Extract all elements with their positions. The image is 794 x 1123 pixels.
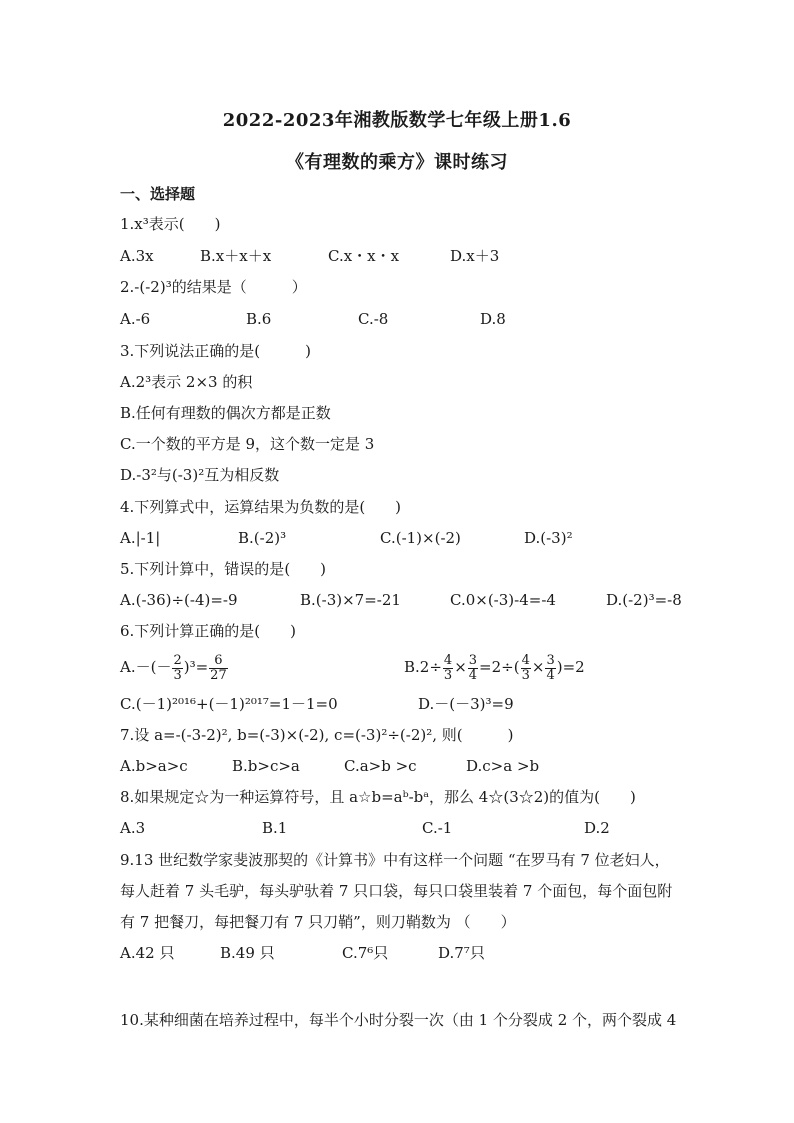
q8-option-c: C.-1 xyxy=(422,819,453,837)
q3-option-d: D.-3²与(-3)²互为相反数 xyxy=(120,466,280,484)
q6-a-mid: )³= xyxy=(183,658,209,676)
q7-option-c: C.a>b >c xyxy=(344,757,417,775)
q2-option-d: D.8 xyxy=(480,310,506,328)
q8-option-d: D.2 xyxy=(584,819,610,837)
q3-option-a: A.2³表示 2×3 的积 xyxy=(120,373,253,391)
q2-option-b: B.6 xyxy=(246,310,272,328)
q4-option-d: D.(-3)² xyxy=(524,529,573,547)
title-line-2: 《有理数的乘方》课时练习 xyxy=(286,152,508,173)
q6-b-f1-den: 3 xyxy=(443,667,453,683)
q6-b-fraction-4 xyxy=(545,654,555,683)
q6-a-result-fraction xyxy=(209,654,228,683)
q5-option-d: D.(-2)³=-8 xyxy=(606,591,682,609)
q6-b-f3-num: 4 xyxy=(521,652,530,668)
q3-stem: 3.下列说法正确的是( ) xyxy=(120,342,312,360)
q6-b-fraction-3 xyxy=(521,654,531,683)
q9-option-b: B.49 只 xyxy=(220,944,275,962)
q6-a-frac-den: 3 xyxy=(173,667,182,683)
q6-b-fraction-2 xyxy=(468,654,478,683)
q6-option-c: C.(－1)²⁰¹⁶+(－1)²⁰¹⁷=1－1=0 xyxy=(120,695,338,713)
q6-b-f3-den: 3 xyxy=(521,667,530,683)
q6-a-res-den: 27 xyxy=(210,667,227,683)
q7-option-a: A.b>a>c xyxy=(120,757,188,775)
q4-option-a: A.|-1| xyxy=(120,529,161,547)
q1-option-a: A.3x xyxy=(120,247,154,265)
q1-option-d: D.x＋3 xyxy=(450,247,500,265)
q2-option-c: C.-8 xyxy=(358,310,389,328)
q3-option-c: C.一个数的平方是 9，这个数一定是 3 xyxy=(120,435,375,453)
q6-b-f4-num: 3 xyxy=(546,652,555,668)
q1-option-b: B.x＋x＋x xyxy=(200,247,272,265)
q4-stem: 4.下列算式中，运算结果为负数的是( ) xyxy=(120,498,402,516)
q9-stem-line-1: 9.13 世纪数学家斐波那契的《计算书》中有这样一个问题 “在罗马有 7 位老妇人， xyxy=(120,851,670,869)
q6-a-res-num: 6 xyxy=(209,654,228,669)
q8-option-a: A.3 xyxy=(120,819,146,837)
q5-option-b: B.(-3)×7=-21 xyxy=(300,591,401,609)
q10-stem-line-1: 10.某种细菌在培养过程中，每半个小时分裂一次（由 1 个分裂成 2 个，两个裂成 4 xyxy=(120,1011,677,1029)
q3-option-b: B.任何有理数的偶次方都是正数 xyxy=(120,404,331,422)
q6-b-times: × xyxy=(454,658,467,676)
q6-a-fraction xyxy=(172,654,182,683)
q6-b-eq: =2÷( xyxy=(479,658,520,676)
q7-stem: 7.设 a=-(-3-2)², b=(-3)×(-2), c=(-3)²÷(-2)², 则( ) xyxy=(120,726,514,744)
q2-option-a: A.-6 xyxy=(120,310,151,328)
q6-b-end: )=2 xyxy=(556,658,585,676)
q6-stem: 6.下列计算正确的是( ) xyxy=(120,622,297,640)
q9-option-d: D.7⁷只 xyxy=(438,944,485,962)
q6-b-prefix: B.2÷ xyxy=(404,658,442,676)
q4-option-b: B.(-2)³ xyxy=(238,529,287,547)
q9-option-c: C.7⁶只 xyxy=(342,944,389,962)
q6-b-f2-den: 4 xyxy=(468,667,478,683)
q5-option-a: A.(-36)÷(-4)=-9 xyxy=(120,591,238,609)
q4-option-c: C.(-1)×(-2) xyxy=(380,529,461,547)
q5-stem: 5.下列计算中，错误的是( ) xyxy=(120,560,327,578)
q6-options-row-1 xyxy=(120,652,740,682)
q9-stem-line-2: 每人赶着 7 头毛驴，每头驴驮着 7 只口袋，每只口袋里装着 7 个面包，每个面包附 xyxy=(120,882,673,900)
q6-option-b xyxy=(404,652,585,683)
q6-b-f1-num: 4 xyxy=(443,652,453,668)
q6-b-times-2: × xyxy=(531,658,545,676)
q9-stem-line-3: 有 7 把餐刀，每把餐刀有 7 只刀鞘”，则刀鞘数为 （ ） xyxy=(120,913,516,931)
q8-option-b: B.1 xyxy=(262,819,288,837)
q6-option-d: D.－(－3)³=9 xyxy=(418,695,514,713)
q6-option-a xyxy=(120,652,229,683)
q6-a-prefix: A.－(－ xyxy=(120,658,172,676)
q5-option-c: C.0×(-3)-4=-4 xyxy=(450,591,556,609)
q6-b-f2-num: 3 xyxy=(468,652,478,668)
q6-b-f4-den: 4 xyxy=(546,667,555,683)
q7-option-b: B.b>c>a xyxy=(232,757,300,775)
section-heading: 一、选择题 xyxy=(120,185,196,203)
q6-b-fraction-1 xyxy=(443,654,453,683)
q1-option-c: C.x・x・x xyxy=(328,247,400,265)
q8-stem: 8.如果规定☆为一种运算符号，且 a☆b=aᵇ-bᵃ，那么 4☆(3☆2)的值为( ) xyxy=(120,788,636,806)
q6-a-frac-num: 2 xyxy=(173,652,182,668)
q2-stem: 2.-(-2)³的结果是（ ） xyxy=(120,278,307,296)
q7-option-d: D.c>a >b xyxy=(466,757,540,775)
q1-stem: 1.x³表示( ) xyxy=(120,215,221,233)
q9-option-a: A.42 只 xyxy=(120,944,175,962)
title-line-1: 2022-2023年湘教版数学七年级上册1.6 xyxy=(222,110,572,131)
